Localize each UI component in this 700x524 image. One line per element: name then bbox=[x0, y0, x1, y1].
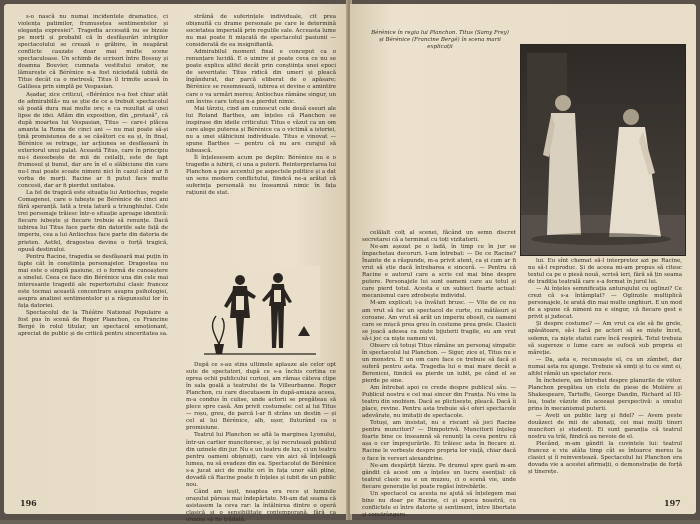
woodcut-illustration bbox=[200, 266, 320, 358]
paragraph: Ne-am așezat pe o ladă, în timp ce în jur se împachetau decoruri. I-am întrebat: — De ce Racine? Înainte de a răspunde, m-a privit atent, ca și cum ar fi vrut să știe dacă întrebarea e sinceră. — Pentru că Racine e autorul care a scris cel mai bine despre putere. Personajele lui sunt oameni care au totul și care pierd totul. Acesta e un subiect foarte actual: mecanismul care zdrobește individul. bbox=[362, 244, 516, 300]
paragraph: Spectacolul de la Théâtre National Populaire a fost pus în scenă de Roger Planchon, cu Francine Bergé în rolul titular, un spectacol emoționant, apreciat de public și de critică pentru sinceritatea sa. bbox=[18, 309, 168, 338]
paragraph: s-o nască nu numai incidentele dramatice, ci violența patimilor, frumusețea sentimentelor și eleganța expresiei”. Tragedia accesată nu se bizuie pe morți și probabil că în desfășurări intrigilor spectacolului se crează o grăbire, în neapărat conflicte cauzate doar mai multe scene spectaculoase. Un schimb de scrisori între Bossuy și doamna Bouvier, cumnata vestitului orator, ne lămurește că Bérénice n-a fost niciodată iubită de Titus decât ca o metresă; Titus îl trimite acasă în Galileea prin simplă pe Vespasian. bbox=[18, 14, 168, 91]
right-column-1 bbox=[362, 230, 516, 518]
paragraph: Plecând, m-am gândit la cuvintele lui: teatrul francez e viu atâta timp cât se întoarce mereu la clasici și îi reinventează. Spectacolul lui Planchon era dovada vie a acestei afirmații, o demonstrație de forță și tinerețe. bbox=[528, 441, 682, 476]
left-column-2-top bbox=[186, 14, 336, 254]
right-column-2 bbox=[528, 258, 682, 502]
paragraph: — Ai înțeles semnificația anturajului cu oglinzi? Ce crezi că s-a întâmplat? — Oglinzile multiplică personajele, le arată din mai multe unghiuri. E un mod de a spune că nimeni nu e singur, că fiecare gest e privit și judecat. bbox=[528, 286, 682, 321]
paragraph: M-am explicat; i-a învăluit brusc. — Vite de ce nu am vrut să fac un spectacol de curte, cu mătăsuri și coroane. Am vrut să arăt un imperiu obosit, cu oameni care se mișcă prea greu în costume prea grele. Clasicii se joacă adesea ca niște bijuterii fragile, eu am vrut să-i joc ca niște oameni vii. bbox=[362, 300, 516, 342]
paragraph: lui. Eu sînt chemat să-l interpretez azi pe Racine, nu să-l reproduc. Și de aceea mi-am propus să citesc textul ca pe o piesă nouă, scrisă ieri, fără să țin seama de tradiția teatrală care s-a format în jurul lui. bbox=[528, 258, 682, 286]
paragraph: La fel de tragică este situația lui Antiochus, regele Comagenei, care o iubește pe Bérénice de cinci ani fără speranță. Iată a treia latură a triunghiului. Cele trei personaje trăiesc într-o situație aproape identică: fiecare iubește și fiecare trebuie să renunțe. Dacă iubirea lui Titus face parte din datoriile sale față de imperiu, cea a lui Antiochus face parte din datoria de prieten. Astfel, dragostea devine o forță tragică, opusă destinului. bbox=[18, 190, 168, 253]
paragraph: Ne-am despărțit târziu. Pe drumul spre gară m-am gândit că acest om a înțeles un lucru esențial: că teatrul clasic nu e un muzeu, ci o scenă vie, unde fiecare generație își poate regăsi întrebările. bbox=[362, 462, 516, 490]
left-column-1 bbox=[18, 14, 168, 474]
paragraph: străină de suferințele individuale, cit prea obișnuită cu drame personale pe care le determină societatea imperială prin regulile sale. Acceasta lume nu mai poate fi mișcată de spectacolul pasiunii — considerată de ea insignifiantă. bbox=[186, 14, 336, 49]
paragraph: Așadar, zice criticul, «Bérénice n-a fost chiar atât de admirabilă» nu se știe de ce a trebuit spectacolul să poată dura mai multe ore; e ca rezultat al unei lipse de idei. Aflăm din exposition, din „protasă”, că după moartea lui Vespasian, Titus — care-i plăcea amanta la Roma de cinci ani — nu mai poate să-și țină promisiunea de a se căsători cu ea și, în final, Bérénice se retrage, iar acțiunea se desfășoară în exteriorul unui palat. Această Titus, care în principiu nu-i deosebește de mii de ceilalți, este de fapt frumosul și bunul, dar are în el o slăbiciune din care nu-l mai poate scoate nimeni nici în cazul când ar fi vorba de morți. Racine ar fi putut face multe concesii, dar ar fi pierdut unitatea. bbox=[18, 91, 168, 190]
paragraph: Mai târziu, cind am cunoscut cele două eseuri ale lui Roland Barthes, am înțeles că Planchon se inspirase din ideile criticului: Titus e văzut ca un om care alege puterea și Bérénice ca o victimă a istoriei, nu a unei slăbiciuni individuale. Titus e vinovat — spune Barthes — pentru că nu are curajul să iubească. bbox=[186, 105, 336, 154]
paragraph: Teatrul lui Planchon se află la marginea Lyonului, într-un cartier muncitoresc, și își recrutează publicul din uzinele din jur. Nu e un teatru de lux, ci un teatru pentru oameni obișnuiți, care vin aici să înțeleagă lumea, nu să evadeze din ea. Spectacolul de Bérénice s-a jucat aici de multe ori în fața unor săli pline, dovadă că Racine poate fi înțeles și iubit de un public nou. bbox=[186, 432, 336, 488]
paragraph: — Aveți un public larg și fidel? — Avem peste douăzeci de mii de abonați, cei mai mulți tineri muncitori și studenți. Ei sunt garanția că teatrul nostru va trăi, fiindcă au nevoie de el. bbox=[528, 413, 682, 441]
paragraph: Totuși, am insistat, nu e riscant să joci Racine pentru muncitori? — Dimpotrivă. Muncitorii înțeleg foarte bine ce înseamnă să renunți la ceva pentru că așa o cer împrejurările. Ei trăiesc asta în fiecare zi. Racine le vorbește despre propria lor viață, chiar dacă o face în versuri alexandrine. bbox=[362, 420, 516, 462]
paragraph: În încheiere, am întrebat despre planurile de viitor. Planchon pregătea un ciclu de piese de Molière și Shakespeare, Tartuffe, George Dandin, Richard al III-lea, toate văzute din aceeași perspectivă: a omului prins în mecanismul puterii. bbox=[528, 377, 682, 412]
paragraph: Am întrebat apoi ce crede despre publicul său. — Publicul nostru e cel mai sincer din Franța. Nu vine la teatru din snobism. Dacă se plictisește, pleacă. Dacă îi place, revine. Pentru asta trebuie să-i oferi spectacole adevărate, nu imitații de spectacole. bbox=[362, 385, 516, 420]
paragraph: După ce s-au stins ultimele aplauze ale celor opt sute de spectatori, după ce s-a închis cortina ce oprea ochii publicului curioși, am rămas câteva clipe în sala goală a teatrului de la Villeurbanne. Roger Planchon, cu care discutasem în după-amiaza aceea, m-a condus în culise, unde actorii se pregăteau să plece spre casă. Am privit costumele: cel al lui Titus — roșu, greu, de parcă l-ar fi strâns un destin — și cel al lui Bérénice, alb, ușor, fluturând ca o promisiune. bbox=[186, 362, 336, 432]
photo-caption: Bérénice în regia lui Planchon. Titus (Samy Frey) și Bérénice (Francine Bergé) în scena marii explicații bbox=[371, 30, 509, 50]
left-page bbox=[4, 4, 348, 524]
stage-photo bbox=[520, 44, 686, 256]
right-page bbox=[350, 4, 696, 518]
page-number-right: 197 bbox=[664, 498, 681, 508]
stage-scene-icon bbox=[521, 45, 685, 255]
paragraph: Îl înțelesesem acum pe deplin: Bérénice nu e o tragedie a iubirii, ci una a puterii. Reinterpretarea lui Planchon a pus accentul pe aspectele politice și a dat un sens modern conflictului, fiindcă ne-a arătat că suferința personală nu înseamnă nimic în fața rațiunii de stat. bbox=[186, 154, 336, 197]
paragraph: Pentru Racine, tragedia se desfășoară mai puțin în fapte cât în conștiința personajelor. Dragostea nu mai este o simplă pasiune, ci o formă de cunoaștere a sinelui. Ceea ce face din Bérénice una din cele mai interesante tragedii ale repertoriului clasic francez este tocmai această concentrare asupra psihologiei, asupra analizei sentimentelor și a răspunsului lor în fața datoriei. bbox=[18, 253, 168, 309]
paragraph: — Da, asta e, recunoaște el, cu un zâmbet, dar numai asta nu ajunge. Trebuie să simți și tu ce simt ei, altfel rămâi un spectator rece. bbox=[528, 356, 682, 377]
paragraph: Admirabilul moment final e conceput ca o renunțare lucidă. E o uimire și poate ceva ce nu se poate explica altfel decât prin conștiința unei epoci de severitate: Titus ridică din umeri și pleacă îngândurat, dar parcă eliberat de o apăsare; Bérénice se resemnează, iubirea ei devine o amintire care o va urmări mereu; Antiochus rămâne singur, un om învins care totuși n-a pierdut nimic. bbox=[186, 49, 336, 105]
paragraph: Când am ieșit, noaptea era rece și luminile orașului păreau mai îndepărtate. Mi-am dat seama că asistasem la ceva rar: la întâlnirea dintre o operă clasică și o sensibilitate contemporană, fără ca vreuna să fie trădată. bbox=[186, 488, 336, 524]
paragraph: Un spectacol ca acesta ne ajută să înțelegem mai bine nu doar pe Racine, ci și epoca noastră, cu conflictele ei între datorie și sentiment, între libertate și constrângere. bbox=[362, 490, 516, 518]
left-column-2-bottom bbox=[186, 362, 336, 524]
paragraph: Și despre costume? — Am vrut ca ele să fie grele, apăsătoare, să-i facă pe actori să se miște încet, solemn, ca niște statui care încă respiră. Totul trebuia să sugereze o lume care se sufocă sub propria ei măreție. bbox=[528, 321, 682, 356]
page-number-left: 196 bbox=[20, 498, 37, 508]
paragraph: Observ că totuși Titus rămâne un personaj simpatic în spectacolul lui Planchon. — Sigur, zice el, Titus nu e un monstru. E un om care face ce trebuie să facă și suferă pentru asta. Tragedia lui e mai mare decât a Berenicei, fiindcă ea pierde un iubit, pe când el se pierde pe sine. bbox=[362, 342, 516, 384]
paragraph: celălalt colț al scenei, făcând un semn discret secretarei că a terminat cu toți vizitatorii. bbox=[362, 230, 516, 244]
allegorical-figures-icon bbox=[200, 266, 320, 358]
